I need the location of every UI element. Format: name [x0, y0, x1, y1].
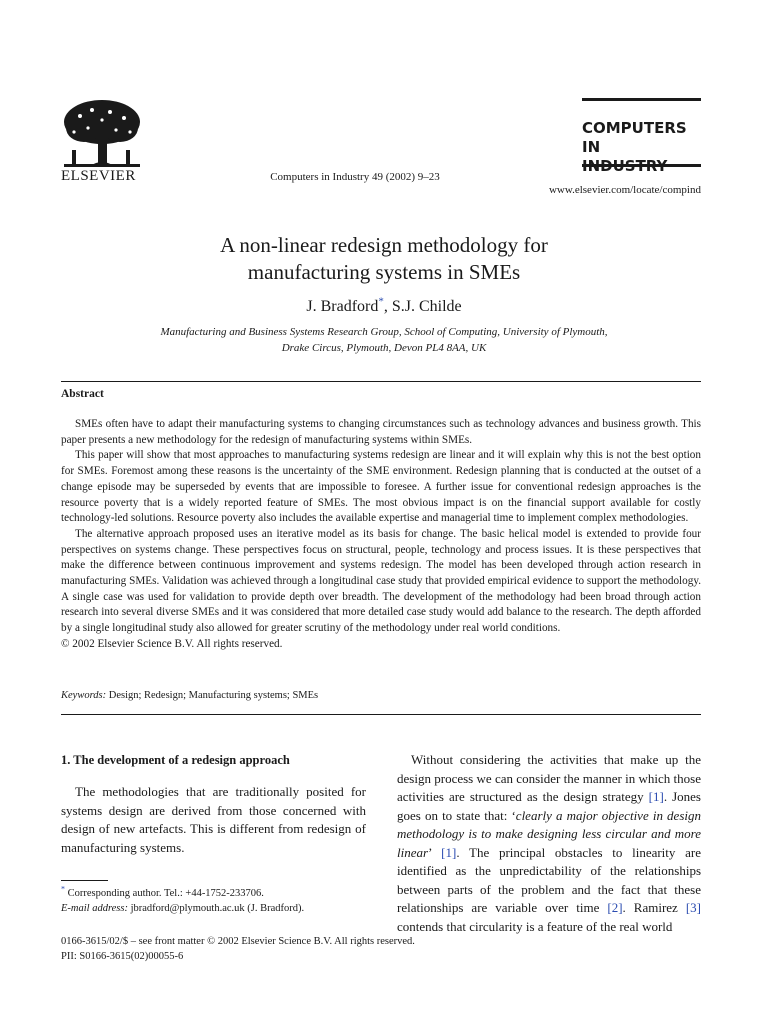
jones-quote: clearly a major objective in design methodology is to make designing less circular and more linear [397, 807, 702, 860]
citation-link-3[interactable]: [3] [685, 900, 701, 915]
abstract-top-rule [61, 381, 701, 382]
right-text-f: contends that circularity is a feature of the real world [397, 918, 673, 934]
right-text-b: . Jones goes on to state that: ‘ [397, 789, 701, 823]
keywords [61, 690, 318, 701]
keywords-list: Design; Redesign; Manufacturing systems; SMEs [108, 690, 319, 701]
email-address[interactable]: jbradford@plymouth.ac.uk (J. Bradford). [130, 903, 305, 914]
footnote-marker: * [61, 884, 65, 894]
journal-name-line1: COMPUTERS IN [582, 119, 687, 156]
abstract-heading: Abstract [61, 388, 104, 400]
citation-link-2[interactable]: [2] [607, 900, 623, 915]
footnote-rule [61, 880, 108, 881]
section-heading: 1. The development of a redesign approach [61, 753, 290, 767]
right-text-d: . The principal obstacles to linearity are identified as the unpredictability of the relationships between parts of the problem and the fact that these relationships are variable over time [397, 844, 701, 915]
publisher-name: ELSEVIER [61, 168, 136, 184]
footer-pii: PII: S0166-3615(02)00055-6 [61, 951, 184, 962]
abstract-paragraph-3: The alternative approach proposed uses an iterative model as its basis for change. The basic helical model is extended to provide four perspectives on systems change. These perspectives focus on structural, people, technology and process issues. It is these perspectives that make the difference between continuous improvement and systems redesign. The model has been developed through action research in manufacturing SMEs. Validation was achieved through a longitudinal case study that provided empirical evidence to support the methodology. A single case was used for validation to provide depth over breadth. The development of the methodology had been broad through action research into several diverse SMEs and it was considered that more detailed case study would add balance to the research. The depth afforded by a single longitudinal study also allowed for greater scrutiny of the methodology under real world conditions. [61, 527, 701, 635]
citation-link-1[interactable]: [1] [648, 789, 664, 804]
title-line1: A non-linear redesign methodology for [220, 233, 548, 257]
right-text-e: . Ramirez [622, 900, 686, 915]
affiliation-line1: Manufacturing and Business Systems Research Group, School of Computing, University of Plymouth, [160, 326, 608, 338]
abstract-paragraph-2: This paper will show that most approaches to manufacturing systems redesign are linear and it will explain why this is not the best option for SMEs. Foremost among these reasons is the uncertainty of the SME environment. Redesign planning that is conducted at the outset of a change episode may be superseded by events that are impossible to foresee. A further issue for conventional redesign approaches is the resource poverty that is a widely reported feature of SMEs. The most obvious impact is on the financial support available for costly technology-led solutions. Resource poverty also includes the available expertise and managerial time to implement complex methodologies. [61, 449, 701, 525]
footnote-corresponding [61, 886, 366, 901]
citation-link-1b[interactable]: [1] [441, 844, 457, 860]
article-title [120, 232, 648, 286]
footnote-email [61, 901, 366, 916]
footer-front-matter: 0166-3615/02/$ – see front matter © 2002 Elsevier Science B.V. All rights reserved. [61, 936, 415, 947]
author-childe: , S.J. Childe [383, 298, 462, 315]
abstract-body [61, 417, 701, 653]
email-label: E-mail address: [61, 903, 128, 914]
right-column-paragraph [397, 751, 701, 936]
author-bradford: J. Bradford [306, 298, 379, 315]
journal-top-rule [582, 98, 701, 101]
journal-url-link[interactable]: www.elsevier.com/locate/compind [548, 184, 701, 196]
abstract-paragraph-1: SMEs often have to adapt their manufacturing systems to changing circumstances such as technology advances and business growth. This paper presents a new methodology for the redesign of manufacturing systems within SMEs. [61, 418, 701, 446]
journal-bottom-rule [582, 164, 701, 167]
author-list [150, 295, 618, 316]
footnote-corresponding-text: Corresponding author. Tel.: +44-1752-233706. [67, 888, 264, 899]
title-line2: manufacturing systems in SMEs [247, 260, 521, 284]
journal-reference: Computers in Industry 49 (2002) 9–23 [270, 171, 440, 183]
left-paragraph-text: The methodologies that are traditionally posited for systems design are derived from those concerned with design of new artefacts. This is different from redesign of manufacturing systems. [61, 784, 366, 855]
right-text-c: ’ [428, 844, 442, 860]
keywords-label: Keywords: [61, 690, 107, 701]
keywords-bottom-rule [61, 714, 701, 715]
footnote [61, 886, 366, 916]
right-text-a: Without considering the activities that make up the design process we can consider the manner in which those activities are structured as the design strategy [397, 752, 701, 804]
abstract-copyright: © 2002 Elsevier Science B.V. All rights reserved. [61, 637, 283, 650]
affiliation-line2: Drake Circus, Plymouth, Devon PL4 8AA, UK [281, 342, 487, 354]
page-footer [61, 934, 415, 964]
corresponding-author-marker[interactable]: * [378, 295, 384, 308]
elsevier-tree-logo [60, 98, 144, 172]
journal-name [582, 119, 707, 176]
left-column-paragraph [61, 783, 366, 857]
affiliation [110, 324, 658, 356]
